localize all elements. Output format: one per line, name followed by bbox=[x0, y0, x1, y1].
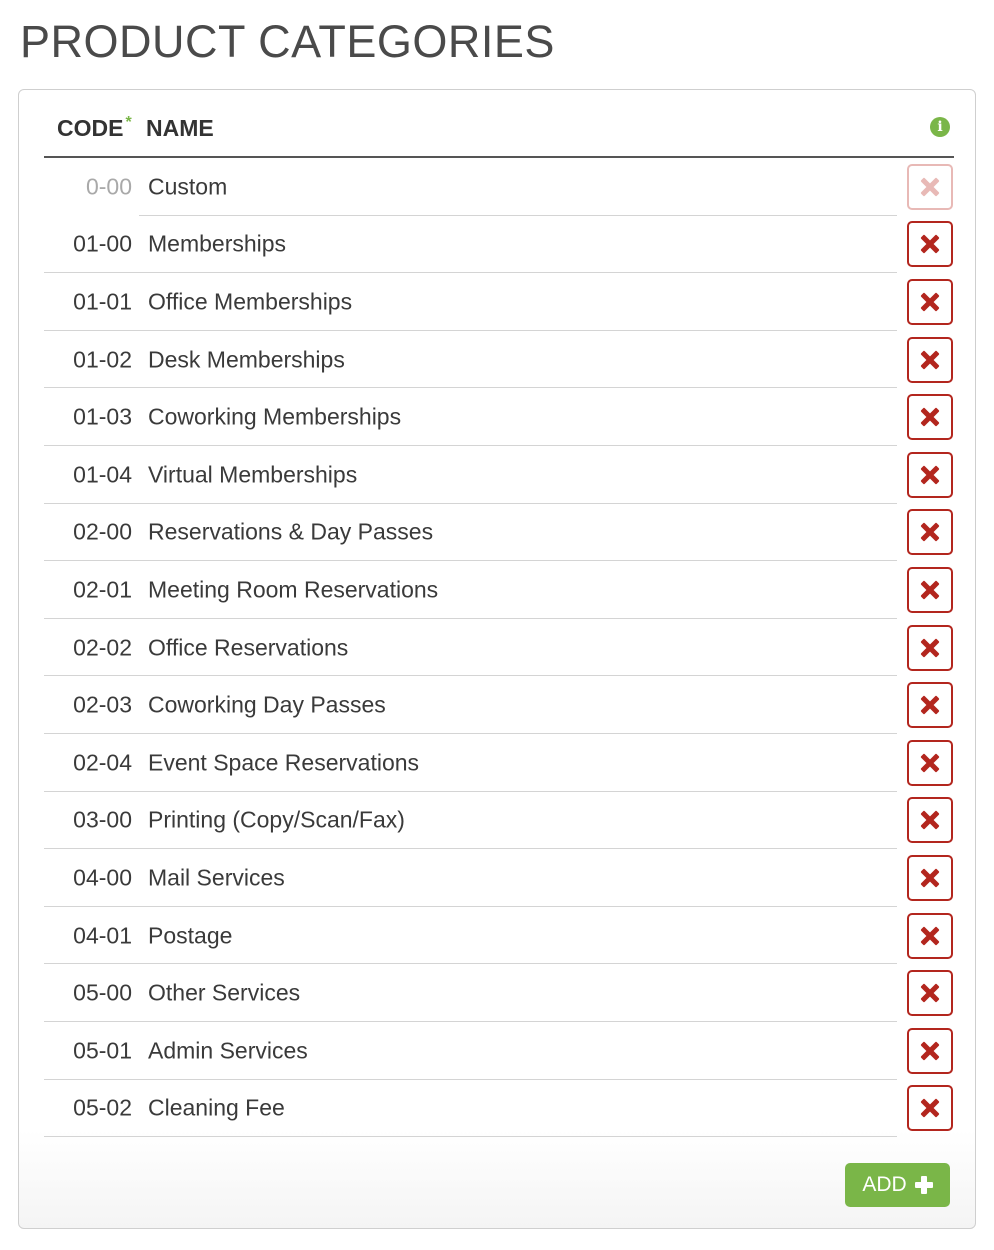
row-code[interactable]: 01-04 bbox=[73, 461, 132, 488]
close-icon bbox=[920, 580, 940, 600]
row-name[interactable]: Coworking Memberships bbox=[148, 403, 402, 430]
close-icon bbox=[920, 465, 940, 485]
table-row bbox=[44, 1022, 954, 1080]
row-name[interactable]: Reservations & Day Passes bbox=[148, 518, 434, 545]
table-row bbox=[44, 504, 954, 562]
close-icon bbox=[920, 638, 940, 658]
row-code: 0-00 bbox=[85, 173, 132, 200]
row-code[interactable]: 05-02 bbox=[73, 1094, 132, 1121]
table-row bbox=[44, 388, 954, 446]
row-code[interactable]: 02-00 bbox=[73, 518, 132, 545]
row-code[interactable]: 03-00 bbox=[73, 806, 132, 833]
row-name[interactable]: Memberships bbox=[148, 230, 287, 257]
delete-button-disabled bbox=[907, 164, 953, 210]
table-row bbox=[44, 907, 954, 965]
delete-button[interactable] bbox=[907, 1085, 953, 1131]
table-row bbox=[44, 331, 954, 389]
close-icon bbox=[920, 177, 940, 197]
row-code[interactable]: 01-00 bbox=[73, 230, 132, 257]
delete-button[interactable] bbox=[907, 567, 953, 613]
row-code[interactable]: 02-03 bbox=[73, 691, 132, 718]
close-icon bbox=[920, 292, 940, 312]
close-icon bbox=[920, 695, 940, 715]
column-header-name: NAME bbox=[146, 115, 214, 141]
table-row bbox=[44, 446, 954, 504]
row-name[interactable]: Office Memberships bbox=[148, 288, 353, 315]
close-icon bbox=[920, 1098, 940, 1118]
table-row bbox=[44, 1080, 954, 1138]
add-button-label: ADD bbox=[862, 1173, 907, 1196]
row-name[interactable]: Postage bbox=[148, 922, 233, 949]
row-name[interactable]: Cleaning Fee bbox=[148, 1094, 285, 1121]
row-code[interactable]: 01-01 bbox=[73, 288, 132, 315]
row-name[interactable]: Admin Services bbox=[148, 1037, 308, 1064]
plus-icon bbox=[915, 1176, 933, 1194]
row-code[interactable]: 01-03 bbox=[73, 403, 132, 430]
table-row bbox=[44, 792, 954, 850]
row-divider bbox=[44, 1136, 897, 1137]
add-category-button[interactable] bbox=[845, 1163, 950, 1207]
delete-button[interactable] bbox=[907, 682, 953, 728]
delete-button[interactable] bbox=[907, 221, 953, 267]
row-name[interactable]: Desk Memberships bbox=[148, 346, 345, 373]
row-code[interactable]: 01-02 bbox=[73, 346, 132, 373]
row-code[interactable]: 02-01 bbox=[73, 576, 132, 603]
row-code[interactable]: 05-01 bbox=[73, 1037, 132, 1064]
close-icon bbox=[920, 350, 940, 370]
row-code[interactable]: 02-02 bbox=[73, 634, 132, 661]
table-row bbox=[44, 561, 954, 619]
table-row bbox=[44, 216, 954, 274]
page-title: PRODUCT CATEGORIES bbox=[20, 16, 555, 67]
delete-button[interactable] bbox=[907, 337, 953, 383]
delete-button[interactable] bbox=[907, 740, 953, 786]
row-name[interactable]: Virtual Memberships bbox=[148, 461, 358, 488]
delete-button[interactable] bbox=[907, 452, 953, 498]
row-name[interactable]: Office Reservations bbox=[148, 634, 349, 661]
delete-button[interactable] bbox=[907, 625, 953, 671]
delete-button[interactable] bbox=[907, 797, 953, 843]
delete-button[interactable] bbox=[907, 394, 953, 440]
close-icon bbox=[920, 522, 940, 542]
table-row bbox=[44, 849, 954, 907]
info-icon[interactable]: i bbox=[930, 117, 950, 137]
table-row bbox=[44, 964, 954, 1022]
row-name[interactable]: Other Services bbox=[148, 979, 301, 1006]
row-name[interactable]: Printing (Copy/Scan/Fax) bbox=[148, 806, 405, 833]
close-icon bbox=[920, 926, 940, 946]
close-icon bbox=[920, 983, 940, 1003]
row-name[interactable]: Event Space Reservations bbox=[148, 749, 420, 776]
close-icon bbox=[920, 407, 940, 427]
required-marker: * bbox=[125, 114, 132, 131]
close-icon bbox=[920, 810, 940, 830]
row-code[interactable]: 04-01 bbox=[73, 922, 132, 949]
row-name[interactable]: Custom bbox=[148, 173, 228, 200]
delete-button[interactable] bbox=[907, 279, 953, 325]
close-icon bbox=[920, 868, 940, 888]
delete-button[interactable] bbox=[907, 509, 953, 555]
table-row bbox=[44, 734, 954, 792]
row-name[interactable]: Coworking Day Passes bbox=[148, 691, 386, 718]
row-code[interactable]: 04-00 bbox=[73, 864, 132, 891]
row-code[interactable]: 05-00 bbox=[73, 979, 132, 1006]
column-header-code bbox=[57, 115, 132, 142]
column-header-code-label: CODE bbox=[57, 115, 124, 141]
table-row bbox=[44, 273, 954, 331]
categories-panel bbox=[18, 89, 976, 1229]
table-row bbox=[44, 619, 954, 677]
row-name[interactable]: Meeting Room Reservations bbox=[148, 576, 439, 603]
close-icon bbox=[920, 1041, 940, 1061]
table-row bbox=[44, 158, 954, 216]
delete-button[interactable] bbox=[907, 1028, 953, 1074]
table-row bbox=[44, 676, 954, 734]
close-icon bbox=[920, 753, 940, 773]
row-name[interactable]: Mail Services bbox=[148, 864, 285, 891]
delete-button[interactable] bbox=[907, 855, 953, 901]
delete-button[interactable] bbox=[907, 913, 953, 959]
category-list bbox=[44, 158, 954, 1137]
row-code[interactable]: 02-04 bbox=[73, 749, 132, 776]
close-icon bbox=[920, 234, 940, 254]
table-header bbox=[44, 90, 954, 158]
delete-button[interactable] bbox=[907, 970, 953, 1016]
